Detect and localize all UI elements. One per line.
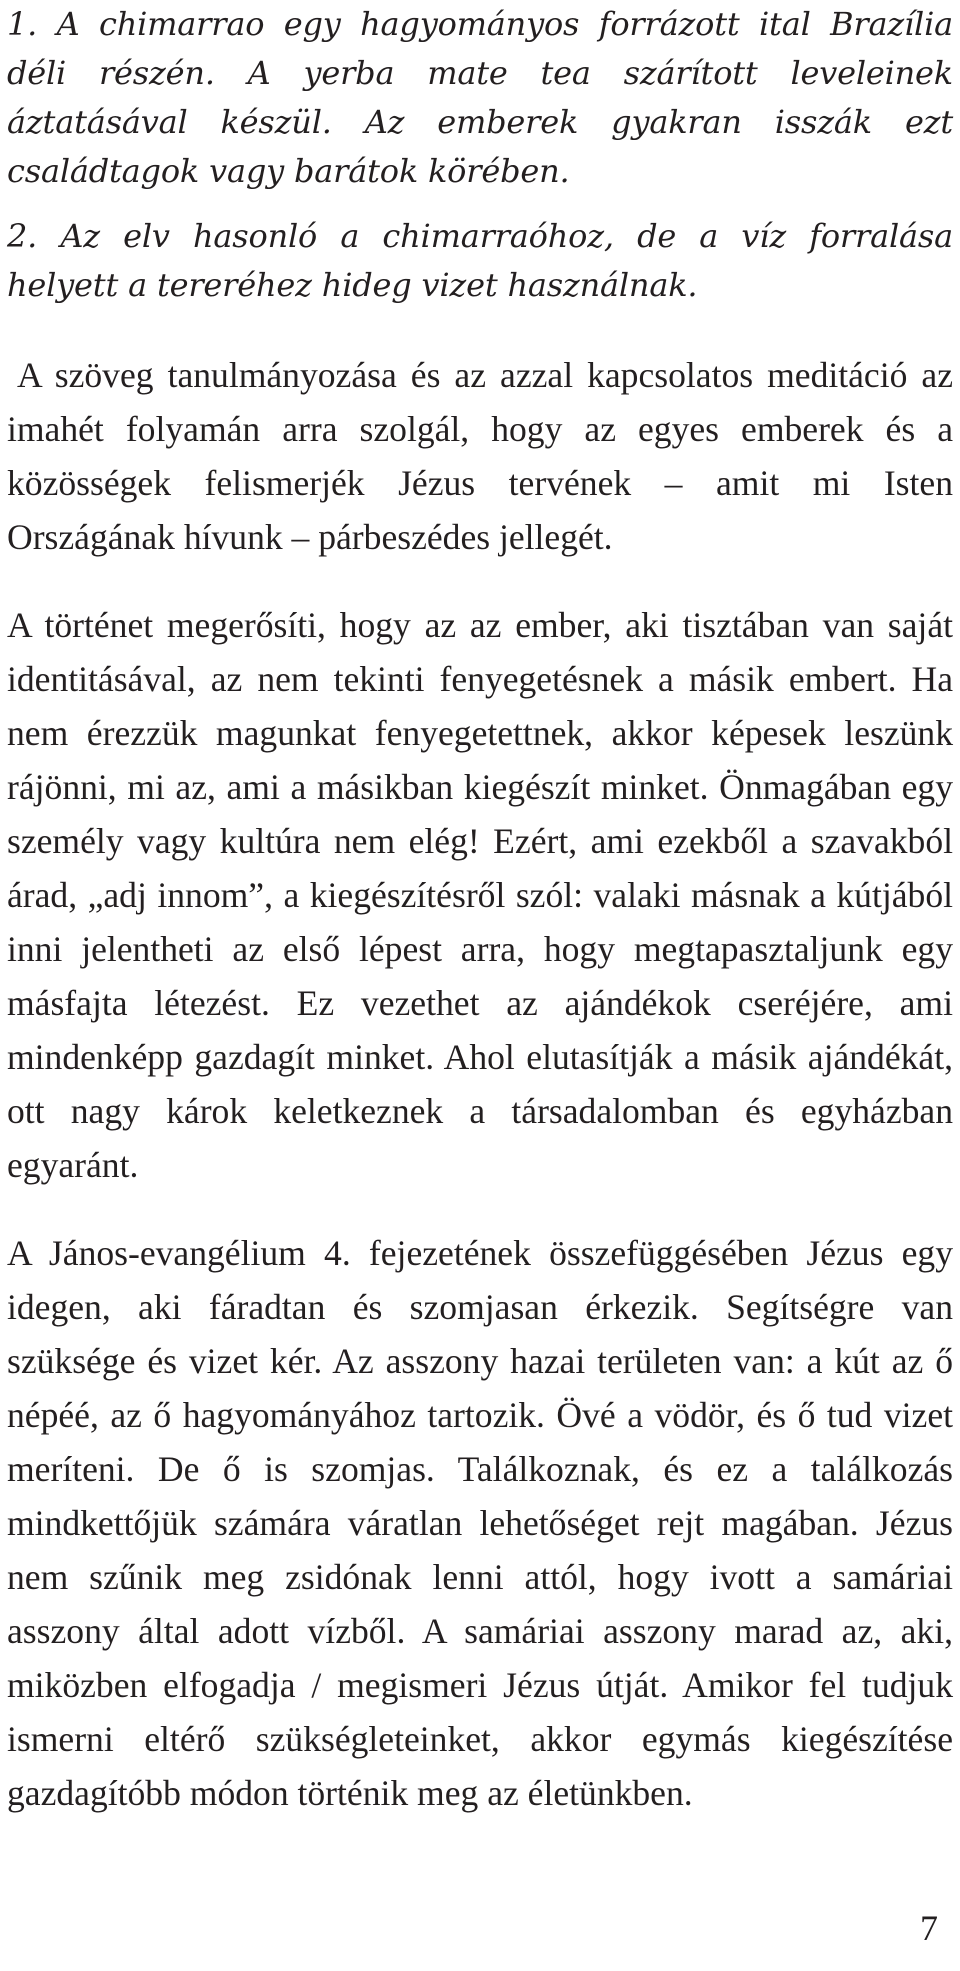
footnotes [7,0,953,310]
footnote-2: 2. Az elv hasonló a chimarraóhoz, de a víz forralása helyett a tereréhez hideg vizet használnak. [7,217,953,304]
page-number: 7 [920,1908,938,1948]
paragraph-3: A János-evangélium 4. fejezetének összefüggésében Jézus egy idegen, aki fáradtan és szomjasan érkezik. Segítségre van szüksége és vizet kér. Az asszony hazai területen van: a kút az ő népéé, az ő hagyományához tartozik. Övé a vödör, és ő tud vizet meríteni. De ő is szomjas. Találkoznak, és ez a találkozás mindkettőjük számára váratlan lehetőséget rejt magában. Jézus nem szűnik meg zsidónak lenni attól, hogy ivott a samáriai asszony által adott vízből. A samáriai asszony marad az, aki, miközben elfogadja / megismeri Jézus útját. Amikor fel tudjuk ismerni eltérő szükségleteinket, akkor egymás kiegészítése gazdagítóbb módon történik meg az életünkben. [7,1233,953,1813]
page [7,0,953,1854]
paragraph-1: A szöveg tanulmányozása és az azzal kapcsolatos meditáció az imahét folyamán arra szolgál, hogy az egyes emberek és a közösségek felismerjék Jézus tervének – amit mi Isten Országának hívunk – párbeszédes jellegét. [7,355,953,557]
paragraph-2: A történet megerősíti, hogy az az ember, aki tisztában van saját identitásával, az nem tekinti fenyegetésnek a másik embert. Ha nem érezzük magunkat fenyegetettnek, akkor képesek leszünk rájönni, mi az, ami a másikban kiegészít minket. Önmagában egy személy vagy kultúra nem elég! Ezért, ami ezekből a szavakból árad, „adj innom”, a kiegészítésről szól: valaki másnak a kútjából inni jelentheti az első lépest arra, hogy megtapasztaljunk egy másfajta létezést. Ez vezethet az ajándékok cseréjére, ami mindenképp gazdagít minket. Ahol elutasítják a másik ajándékát, ott nagy károk keletkeznek a társadalomban és egyházban egyaránt. [7,605,953,1185]
body-text [7,348,953,1820]
footnote-1: 1. A chimarrao egy hagyományos forrázott ital Brazília déli részén. A yerba mate tea szárított leveleinek áztatásával készül. Az emberek gyakran isszák ezt családtagok vagy barátok körében. [7,5,953,190]
